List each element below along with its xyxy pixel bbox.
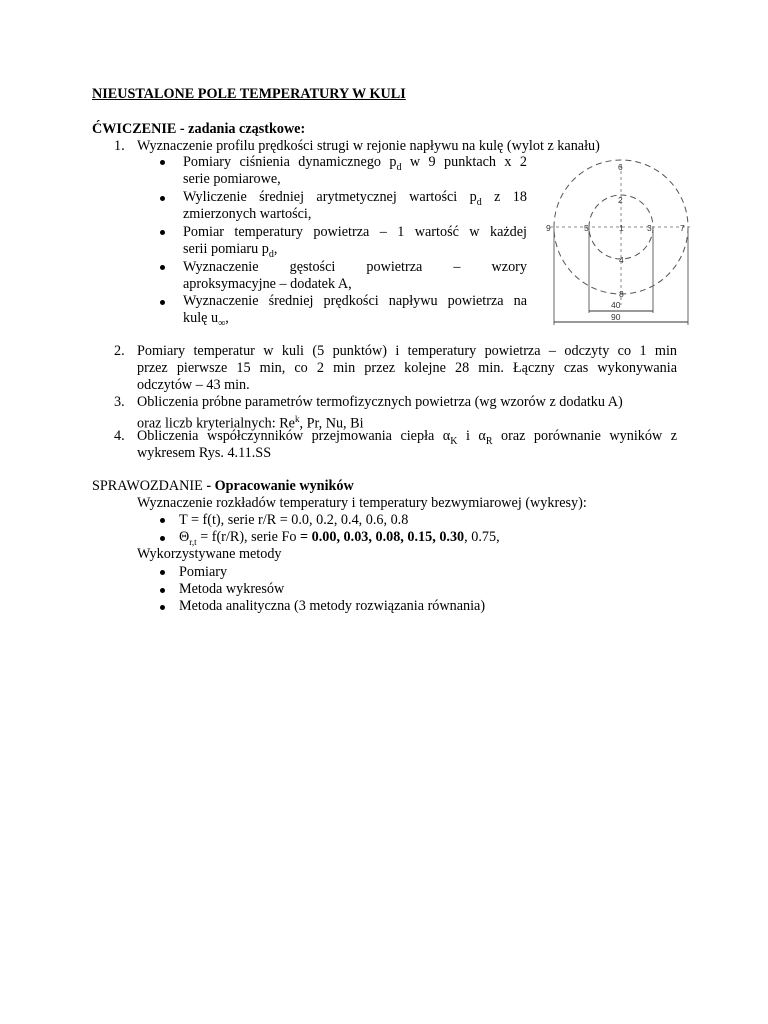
- point-label-7: 7: [680, 223, 685, 233]
- item-text: Pomiary temperatur w kuli (5 punktów) i temperatury powietrza – odczyty co 1 min: [137, 343, 677, 359]
- list-item: Wyliczenie średniej arytmetycznej wartości $p_d$ z 18: [183, 189, 527, 208]
- item-text: Obliczenia współczynników przejmowania ciepła $\alpha_K$ i $\alpha_R$ oraz porównanie wyników z: [137, 428, 678, 447]
- bullet-icon: [160, 265, 165, 270]
- bullet-icon: [160, 588, 165, 593]
- point-label-6: 6: [618, 162, 623, 172]
- exercise-heading: ĆWICZENIE - zadania cząstkowe:: [92, 121, 306, 137]
- list-item-cont: kulę $u_\infty$,: [183, 310, 229, 329]
- list-item: Wyznaczenie gęstości powietrza – wzory: [183, 259, 527, 275]
- item-text-cont: oraz liczb kryterialnych: Re$^k$, Pr, Nu, Bi: [137, 414, 364, 432]
- point-label-2: 2: [618, 195, 623, 205]
- item-number: 3.: [114, 394, 125, 410]
- list-item: Metoda wykresów: [179, 581, 285, 597]
- list-item: Metoda analityczna (3 metody rozwiązania równania): [179, 598, 486, 614]
- methods-heading: Wykorzystywane metody: [137, 546, 282, 562]
- report-intro: Wyznaczenie rozkładów temperatury i temperatury bezwymiarowej (wykresy):: [137, 495, 587, 511]
- list-item: Pomiary ciśnienia dynamicznego $p_d$ w 9 punktach x 2: [183, 154, 527, 173]
- item-number: 2.: [114, 343, 125, 359]
- measurement-points-figure: [540, 155, 690, 327]
- list-item-cont: aproksymacyjne – dodatek A,: [183, 276, 352, 292]
- item-text-cont: przez pierwsze 15 min, co 2 min przez kolejne 28 min. Łączny czas wykonywania: [137, 360, 677, 376]
- point-label-8: 8: [619, 289, 624, 299]
- point-label-5: 5: [584, 223, 589, 233]
- item-text: Obliczenia próbne parametrów termofizycznych powietrza (wg wzorów z dodatku A): [137, 394, 623, 410]
- bullet-icon: [160, 605, 165, 610]
- list-item-cont: zmierzonych wartości,: [183, 206, 312, 222]
- list-item: T = f(t), serie r/R = 0.0, 0.2, 0.4, 0.6, 0.8: [179, 512, 409, 528]
- point-label-1: 1: [619, 223, 624, 233]
- list-item-cont: serii pomiaru $p_d$,: [183, 241, 278, 260]
- bullet-icon: [160, 230, 165, 235]
- item-text-cont: odczytów – 43 min.: [137, 377, 250, 393]
- report-heading: SPRAWOZDANIE - Opracowanie wyników: [92, 478, 354, 494]
- document-title: NIEUSTALONE POLE TEMPERATURY W KULI: [92, 86, 406, 102]
- item-text-cont: wykresem Rys. 4.11.SS: [137, 445, 272, 461]
- list-item: $\Theta_{r,t} = f(r/R)$, serie Fo = 0.00, 0.03, 0.08, 0.15, 0.30, 0.75,: [179, 529, 500, 547]
- bullet-icon: [160, 570, 165, 575]
- point-label-4: 4: [619, 255, 624, 265]
- list-item: Pomiary: [179, 564, 228, 580]
- dimension-label-outer: 90: [611, 312, 621, 322]
- list-item: Wyznaczenie średniej prędkości napływu powietrza na: [183, 293, 527, 309]
- item-text: Wyznaczenie profilu prędkości strugi w rejonie napływu na kulę (wylot z kanału): [137, 138, 600, 154]
- list-item: Pomiar temperatury powietrza – 1 wartość w każdej: [183, 224, 527, 240]
- bullet-icon: [160, 196, 165, 201]
- bullet-icon: [160, 536, 165, 541]
- dimension-label-inner: 40: [611, 300, 621, 310]
- item-number: 4.: [114, 428, 125, 444]
- item-number: 1.: [114, 138, 125, 154]
- bullet-icon: [160, 300, 165, 305]
- bullet-icon: [160, 160, 165, 165]
- bullet-icon: [160, 518, 165, 523]
- list-item-cont: serie pomiarowe,: [183, 171, 281, 187]
- point-label-3: 3: [647, 223, 652, 233]
- point-label-9: 9: [546, 223, 551, 233]
